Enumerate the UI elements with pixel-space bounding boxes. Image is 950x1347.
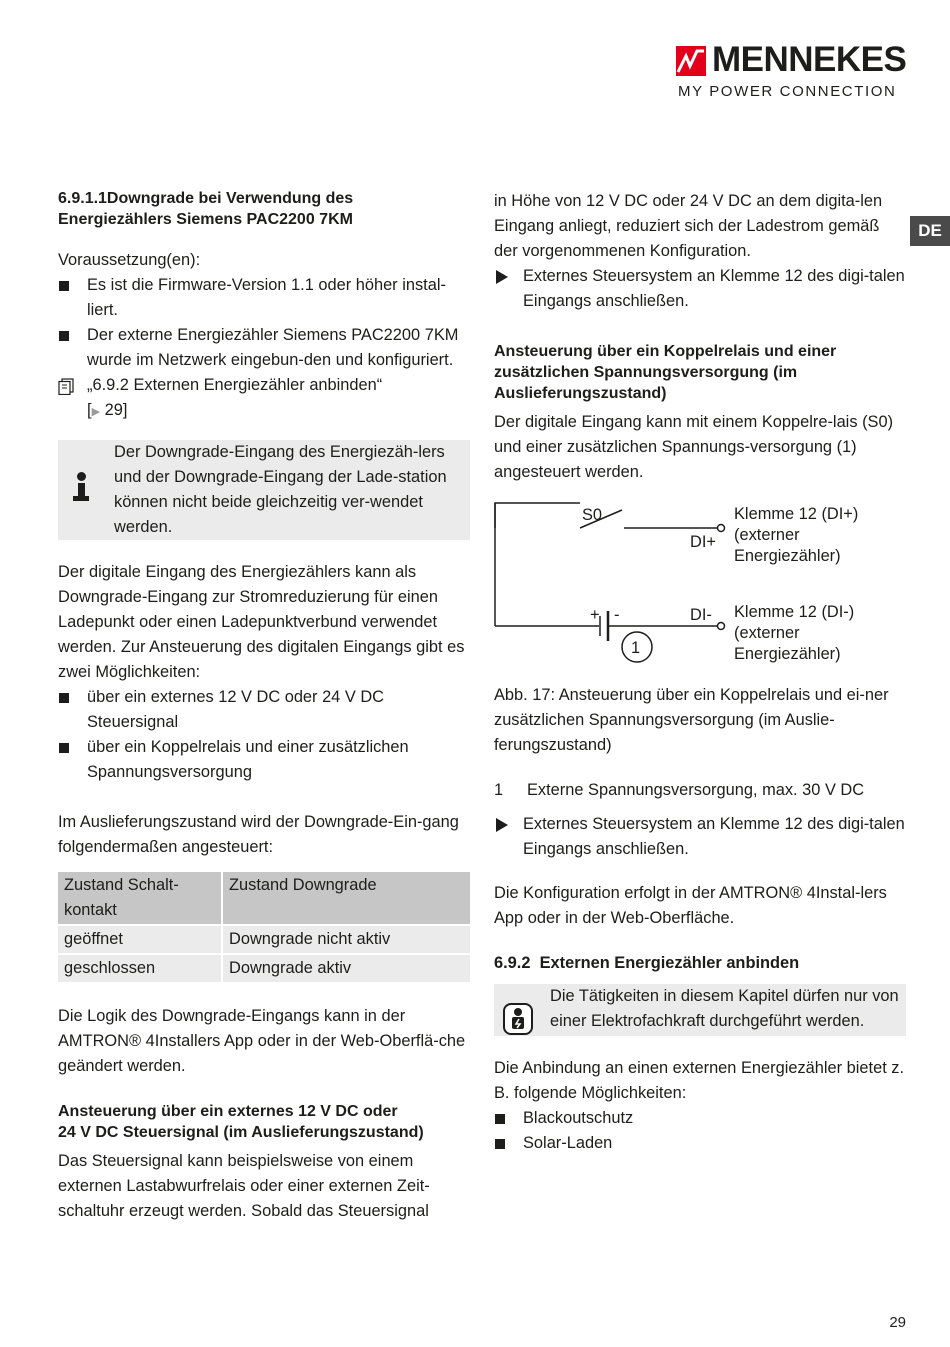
paragraph-logic: Die Logik des Downgrade-Eingangs kann in der AMTRON® 4Installers App oder in der Web-Oberflä-che geändert werden. bbox=[58, 1007, 466, 1075]
section-title: Externen Energiezähler anbinden bbox=[539, 954, 800, 972]
battery-minus-label: - bbox=[614, 606, 620, 624]
wire-top-left bbox=[495, 503, 580, 528]
section-heading-692 bbox=[494, 951, 906, 975]
book-reference-icon bbox=[58, 378, 74, 395]
subheading-external-signal bbox=[58, 1101, 470, 1143]
left-column bbox=[58, 188, 470, 1224]
table-row bbox=[58, 955, 470, 982]
table-header: Zustand Downgrade bbox=[223, 872, 470, 924]
legend-number: 1 bbox=[494, 781, 504, 799]
table-header: Zustand Schalt-kontakt bbox=[58, 872, 223, 924]
table-header-row bbox=[58, 872, 470, 924]
language-tab: DE bbox=[910, 216, 950, 246]
paragraph-signal: Das Steuersignal kann beispielsweise von einem externen Lastabwurfrelais oder einer externen Zeit-schaltuhr erzeugt werden. Sobald das Steuersignal bbox=[58, 1152, 430, 1220]
logo-tagline: MY POWER CONNECTION bbox=[678, 83, 897, 100]
subheading-relay bbox=[494, 341, 906, 404]
page-arrow-icon: ▶ bbox=[91, 406, 101, 418]
page-ref-open: [ bbox=[87, 401, 92, 419]
mennekes-logo bbox=[676, 40, 907, 104]
circuit-wiring bbox=[495, 503, 725, 662]
list-item: über ein externes 12 V DC oder 24 V DC Steuersignal bbox=[58, 685, 470, 735]
cross-reference-text[interactable]: „6.9.2 Externen Energiezähler anbinden“ bbox=[87, 376, 383, 394]
section-heading-line2: Energiezählers Siemens PAC2200 7KM bbox=[58, 211, 353, 228]
table-cell: Downgrade nicht aktiv bbox=[223, 926, 470, 953]
action-step-text: Externes Steuersystem an Klemme 12 des digi-talen Eingangs anschließen. bbox=[523, 815, 905, 858]
legend-text: Externe Spannungsversorgung, max. 30 V DC bbox=[527, 781, 865, 799]
page-ref[interactable]: 29] bbox=[104, 401, 128, 419]
list-item: über ein Koppelrelais und einer zusätzlichen Spannungsversorgung bbox=[58, 735, 470, 785]
table-cell: Downgrade aktiv bbox=[223, 955, 470, 982]
info-note-text: Der Downgrade-Eingang des Energiezäh-lers und der Downgrade-Eingang der Lade-station können nicht beide gleichzeitig ver-wendet werden. bbox=[114, 443, 447, 536]
action-step-text: Externes Steuersystem an Klemme 12 des digi-talen Eingangs anschließen. bbox=[523, 267, 905, 310]
switch-label-s0: S0 bbox=[582, 506, 603, 524]
klemme-minus-line1: Klemme 12 (DI-) bbox=[734, 603, 855, 621]
list-item: Blackoutschutz bbox=[494, 1106, 906, 1131]
section-number: 6.9.2 bbox=[494, 954, 531, 972]
subheading-line3: Auslieferungszustand) bbox=[494, 385, 667, 402]
klemme-minus-line2: (externer bbox=[734, 624, 800, 642]
prereq-list bbox=[58, 273, 470, 373]
electrician-warning-box bbox=[494, 984, 906, 1036]
paragraph-anbindung: Die Anbindung an einen externen Energiezähler bietet z. B. folgende Möglichkeiten: bbox=[494, 1059, 905, 1102]
di-plus-label: DI+ bbox=[690, 533, 716, 551]
prereq-label: Voraussetzung(en): bbox=[58, 251, 201, 269]
table-row bbox=[58, 926, 470, 953]
klemme-plus-line2: (externer bbox=[734, 526, 800, 544]
paragraph-configuration: Die Konfiguration erfolgt in der AMTRON® 4Instal-lers App oder in der Web-Oberfläche. bbox=[494, 884, 887, 927]
mennekes-logo-mark-icon bbox=[676, 46, 706, 76]
right-column bbox=[494, 189, 906, 1156]
klemme-plus-line3: Energiezähler) bbox=[734, 547, 841, 565]
terminal-di-plus bbox=[718, 525, 725, 532]
paragraph-delivery-state: Im Auslieferungszustand wird der Downgrade-Ein-gang folgendermaßen angesteuert: bbox=[58, 813, 459, 856]
legend-item bbox=[494, 778, 906, 803]
warning-text: Die Tätigkeiten in diesem Kapitel dürfen nur von einer Elektrofachkraft durchgeführt werden. bbox=[550, 987, 899, 1030]
terminal-di-minus bbox=[718, 623, 725, 630]
table-cell: geöffnet bbox=[58, 926, 223, 953]
cross-reference[interactable] bbox=[58, 373, 470, 425]
paragraph-digital-input: Der digitale Eingang des Energiezählers kann als Downgrade-Eingang zur Stromreduzierung für einen Ladepunkt oder einen Ladepunktverbund verwendet werden. Zur Ansteuerung des digitalen Eingangs gibt es zwei Möglichkeiten: bbox=[58, 563, 465, 681]
state-table bbox=[58, 870, 470, 984]
paragraph-continued: in Höhe von 12 V DC oder 24 V DC an dem digita-len Eingang anliegt, reduziert sich der Ladestrom gemäß der vorgenommenen Konfiguration. bbox=[494, 192, 883, 260]
features-list bbox=[494, 1106, 906, 1156]
klemme-minus-line3: Energiezähler) bbox=[734, 645, 841, 663]
electrician-icon bbox=[502, 1002, 534, 1036]
list-item: Der externe Energiezähler Siemens PAC2200 7KM wurde im Netzwerk eingebun-den und konfiguriert. bbox=[58, 323, 470, 373]
page-number: 29 bbox=[889, 1314, 906, 1331]
list-item: Solar-Laden bbox=[494, 1131, 906, 1156]
figure-caption: Abb. 17: Ansteuerung über ein Koppelrelais und ei-ner zusätzlichen Spannungsversorgung (im Auslie-ferungszustand) bbox=[494, 686, 889, 754]
action-step bbox=[494, 264, 906, 314]
logo-wordmark: MENNEKES bbox=[712, 40, 907, 79]
circuit-diagram bbox=[494, 495, 906, 675]
callout-number: 1 bbox=[631, 639, 641, 657]
section-heading bbox=[58, 188, 470, 230]
table-cell: geschlossen bbox=[58, 955, 223, 982]
subheading-line1: Ansteuerung über ein externes 12 V DC oder bbox=[58, 1103, 398, 1120]
action-step bbox=[494, 812, 906, 862]
info-icon bbox=[72, 472, 90, 504]
options-list bbox=[58, 685, 470, 785]
subheading-line2: zusätzlichen Spannungsversorgung (im bbox=[494, 364, 798, 381]
paragraph-relay: Der digitale Eingang kann mit einem Koppelre-lais (S0) und einer zusätzlichen Spannungs-versorgung (1) angesteuert werden. bbox=[494, 413, 894, 481]
section-heading-line1: 6.9.1.1Downgrade bei Verwendung des bbox=[58, 190, 354, 207]
info-note-box bbox=[58, 440, 470, 540]
klemme-plus-line1: Klemme 12 (DI+) bbox=[734, 505, 859, 523]
subheading-line2: 24 V DC Steuersignal (im Auslieferungszustand) bbox=[58, 1124, 424, 1141]
list-item: Es ist die Firmware-Version 1.1 oder höher instal-liert. bbox=[58, 273, 470, 323]
di-minus-label: DI- bbox=[690, 606, 712, 624]
subheading-line1: Ansteuerung über ein Koppelrelais und einer bbox=[494, 343, 837, 360]
battery-plus-label: + bbox=[590, 606, 600, 624]
